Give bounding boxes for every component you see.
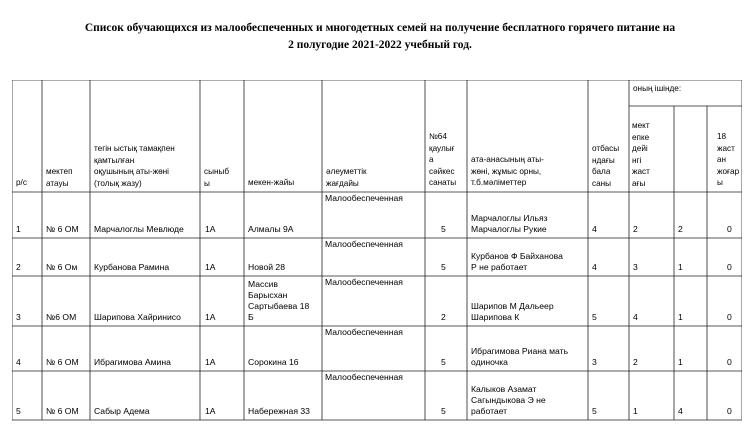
- cell-order-category: [441, 357, 446, 368]
- cell-student-name: [94, 406, 150, 417]
- cell-address: [248, 406, 310, 417]
- header-of-which: [633, 83, 681, 95]
- cell-student-name: [94, 357, 171, 368]
- header-school-line: атауы: [46, 178, 69, 188]
- cell-preschool-age: [633, 262, 638, 273]
- cell-address: [248, 357, 299, 368]
- cell-grade-line: 1А: [205, 262, 216, 272]
- cell-address-line: Сартыбаева 18: [248, 301, 310, 311]
- cell-parents-line: Шарипов М Дальеер: [471, 301, 554, 311]
- cell-social-status-line: Малообеспеченная: [325, 277, 403, 287]
- cell-social-status: [325, 239, 403, 250]
- header-order-category-line: қаулығ: [429, 143, 455, 153]
- cell-school-age: [678, 357, 683, 368]
- cell-order-category: [441, 312, 446, 323]
- header-num-line: р/с: [16, 178, 27, 187]
- header-order-category-line: сәйкес: [429, 166, 455, 176]
- cell-grade-line: 1А: [205, 224, 216, 234]
- header-preschool-age-line: нгі: [632, 155, 642, 165]
- cell-school-line: №6 ОМ: [46, 312, 77, 322]
- cell-over-18-line: 0: [727, 312, 732, 322]
- header-children-count: [592, 143, 619, 189]
- header-preschool-age-line: ағы: [632, 178, 646, 188]
- cell-student-name: [94, 224, 184, 235]
- cell-student-name-line: Курбанова Рамина: [94, 262, 170, 272]
- cell-num: [16, 357, 21, 368]
- header-preschool-age-line: дейі: [632, 144, 648, 153]
- cell-grade: [205, 312, 216, 323]
- cell-address: [248, 279, 309, 323]
- title-line-2: 2 полугодие 2021-2022 учебный год.: [288, 39, 472, 51]
- cell-social-status-line: Малообеспеченная: [325, 372, 403, 382]
- cell-school-age: [678, 312, 683, 323]
- cell-grade: [205, 262, 216, 273]
- cell-school-age-line: 1: [678, 262, 683, 272]
- cell-school-line: № 6 ОМ: [46, 357, 79, 367]
- header-order-category-line: санаты: [429, 178, 457, 187]
- cell-num: [16, 262, 21, 273]
- cell-over-18: [727, 224, 732, 235]
- cell-children-count-line: 4: [592, 224, 597, 234]
- cell-school-line: № 6 ОМ: [46, 224, 79, 234]
- cell-parents-line: Сагындыкова Э не: [471, 395, 546, 405]
- header-over-18-line: ан: [717, 155, 727, 164]
- cell-over-18-line: 0: [727, 357, 732, 367]
- cell-children-count-line: 3: [592, 357, 597, 367]
- cell-over-18-line: 0: [727, 262, 732, 272]
- cell-parents-line: Калыков Азамат: [471, 384, 537, 394]
- cell-school: [46, 262, 77, 273]
- cell-parents-line: Марчалоглы Рукие: [471, 224, 547, 234]
- header-student-name-line: қамтылған: [94, 155, 135, 165]
- cell-preschool-age-line: 1: [633, 406, 638, 416]
- cell-address-line: Массив: [248, 279, 278, 289]
- cell-student-name-line: Шарипова Хайринисо: [94, 312, 181, 322]
- cell-parents-line: одиночка: [471, 357, 508, 367]
- cell-order-category-line: 5: [441, 224, 446, 234]
- cell-school-age-line: 2: [678, 224, 683, 234]
- cell-social-status-line: Малообеспеченная: [325, 193, 403, 203]
- cell-student-name-line: Сабыр Адема: [94, 406, 150, 416]
- header-children-count-line: отбасы: [592, 144, 620, 153]
- cell-school: [46, 224, 79, 235]
- cell-preschool-age-line: 2: [633, 357, 638, 367]
- cell-social-status-line: Малообеспеченная: [325, 327, 403, 337]
- cell-over-18: [727, 357, 732, 368]
- cell-address-line: Сорокина 16: [248, 357, 299, 367]
- cell-parents: [471, 384, 546, 417]
- cell-parents: [471, 301, 554, 323]
- cell-num: [16, 224, 21, 235]
- cell-preschool-age: [633, 357, 638, 368]
- header-children-count-line: саны: [592, 178, 612, 188]
- cell-num-line: 3: [16, 312, 21, 322]
- header-student-name: [94, 143, 175, 189]
- cell-school: [46, 406, 79, 417]
- header-children-count-line: бала: [592, 167, 611, 176]
- cell-address-line: Новой 28: [248, 262, 285, 272]
- cell-children-count-line: 5: [592, 312, 597, 322]
- cell-order-category-line: 5: [441, 357, 446, 367]
- header-address-line: мекен-жайы: [248, 178, 295, 187]
- cell-preschool-age-line: 4: [633, 312, 638, 322]
- cell-preschool-age: [633, 406, 638, 417]
- cell-school-line: № 6 Ом: [46, 262, 78, 272]
- header-num: [16, 177, 27, 189]
- cell-parents-line: Марчалоглы Ильяз: [471, 213, 548, 223]
- cell-order-category-line: 5: [441, 406, 446, 416]
- cell-over-18: [727, 312, 732, 323]
- cell-over-18: [727, 262, 732, 273]
- cell-grade-line: 1А: [205, 312, 216, 322]
- cell-preschool-age: [633, 312, 638, 323]
- cell-order-category-line: 5: [441, 262, 446, 272]
- header-student-name-line: (толық жазу): [94, 178, 142, 188]
- header-social-status-line: жағдайы: [326, 178, 359, 188]
- header-student-name-line: оқушының аты-жөні: [94, 167, 169, 176]
- cell-address: [248, 262, 285, 273]
- cell-school: [46, 357, 79, 368]
- cell-grade-line: 1А: [205, 357, 216, 367]
- page-title: [20, 20, 740, 54]
- cell-order-category: [441, 406, 446, 417]
- cell-preschool-age-line: 3: [633, 262, 638, 272]
- cell-social-status-line: Малообеспеченная: [325, 239, 403, 249]
- cell-parents: [471, 346, 568, 368]
- cell-grade: [205, 406, 216, 417]
- header-preschool-age-line: мект: [632, 121, 650, 130]
- header-parents-line: жөні, жұмыс орны,: [471, 166, 542, 176]
- header-parents-line: т.б.мәліметтер: [471, 178, 527, 187]
- cell-children-count-line: 4: [592, 262, 597, 272]
- cell-num-line: 2: [16, 262, 21, 272]
- header-over-18-line: жаст: [717, 143, 735, 153]
- cell-social-status: [325, 193, 403, 204]
- cell-parents: [471, 213, 548, 235]
- cell-children-count: [592, 406, 597, 417]
- header-parents-line: ата-анасының аты-: [471, 155, 544, 164]
- cell-address-line: Набережная 33: [248, 406, 310, 416]
- header-preschool-age-line: епке: [632, 132, 650, 142]
- header-over-18: [717, 131, 739, 189]
- cell-school-age-line: 1: [678, 312, 683, 322]
- cell-student-name: [94, 262, 169, 273]
- cell-over-18-line: 0: [727, 224, 732, 234]
- cell-order-category-line: 2: [441, 312, 446, 322]
- cell-preschool-age-line: 2: [633, 224, 638, 234]
- cell-num: [16, 312, 21, 323]
- cell-over-18: [727, 406, 732, 417]
- header-social-status-line: әлеуметтік: [326, 167, 367, 176]
- cell-children-count: [592, 262, 597, 273]
- cell-school-age: [678, 262, 683, 273]
- header-preschool-age: [632, 120, 650, 189]
- header-student-name-line: тегін ыстық тамақпен: [94, 144, 175, 153]
- cell-num-line: 1: [16, 224, 21, 234]
- header-parents: [471, 154, 544, 189]
- header-address: [248, 177, 294, 189]
- cell-grade-line: 1А: [205, 406, 216, 416]
- cell-address-line: Барысхан: [248, 290, 288, 300]
- header-children-count-line: ндағы: [592, 155, 615, 165]
- cell-address-line: Алмалы 9А: [248, 224, 294, 234]
- cell-school-age-line: 1: [678, 357, 683, 367]
- cell-children-count: [592, 312, 597, 323]
- cell-order-category: [441, 224, 446, 235]
- cell-school-age-line: 4: [678, 406, 683, 416]
- header-school: [46, 166, 73, 189]
- cell-children-count-line: 5: [592, 406, 597, 416]
- header-preschool-age-line: жаст: [632, 167, 650, 176]
- header-grade: [204, 166, 229, 189]
- header-order-category: [429, 131, 456, 189]
- header-grade-line: сыныб: [204, 167, 230, 176]
- cell-address-line: Б: [248, 312, 254, 322]
- cell-order-category: [441, 262, 446, 273]
- header-of-which-line: оның ішінде:: [633, 84, 682, 93]
- cell-school: [46, 312, 76, 323]
- cell-school-age: [678, 406, 683, 417]
- header-over-18-line: 18: [717, 132, 727, 141]
- cell-school-age: [678, 224, 683, 235]
- header-grade-line: ы: [204, 178, 210, 188]
- header-social-status: [326, 166, 367, 189]
- cell-parents-line: Ибрагимова Риана мать: [471, 346, 569, 356]
- cell-parents-line: работает: [471, 406, 508, 416]
- cell-social-status: [325, 327, 403, 338]
- cell-student-name: [94, 312, 181, 323]
- cell-num: [16, 406, 21, 417]
- cell-num-line: 5: [16, 406, 21, 416]
- cell-address: [248, 224, 294, 235]
- title-line-1: Список обучающихся из малообеспеченных и многодетных семей на получение бесплатного горячего питание на: [84, 22, 676, 34]
- cell-parents-line: Курбанов Ф Байханова: [471, 251, 563, 261]
- cell-social-status: [325, 277, 403, 288]
- header-over-18-line: жоғар: [717, 166, 740, 176]
- cell-children-count: [592, 357, 597, 368]
- cell-num-line: 4: [16, 357, 21, 367]
- cell-student-name-line: Марчалоглы Мевлюде: [94, 224, 184, 234]
- cell-parents: [471, 251, 563, 273]
- cell-social-status: [325, 372, 403, 383]
- cell-parents-line: Р не работает: [471, 262, 528, 272]
- header-order-category-line: №64: [429, 132, 447, 141]
- cell-grade: [205, 224, 216, 235]
- cell-student-name-line: Ибрагимова Амина: [94, 357, 171, 367]
- cell-preschool-age: [633, 224, 638, 235]
- cell-children-count: [592, 224, 597, 235]
- header-order-category-line: а: [429, 155, 434, 164]
- cell-over-18-line: 0: [727, 406, 732, 416]
- header-over-18-line: ы: [717, 178, 723, 187]
- cell-grade: [205, 357, 216, 368]
- cell-parents-line: Шарипова К: [471, 312, 520, 322]
- cell-school-line: № 6 ОМ: [46, 406, 79, 416]
- header-school-line: мектеп: [46, 167, 73, 176]
